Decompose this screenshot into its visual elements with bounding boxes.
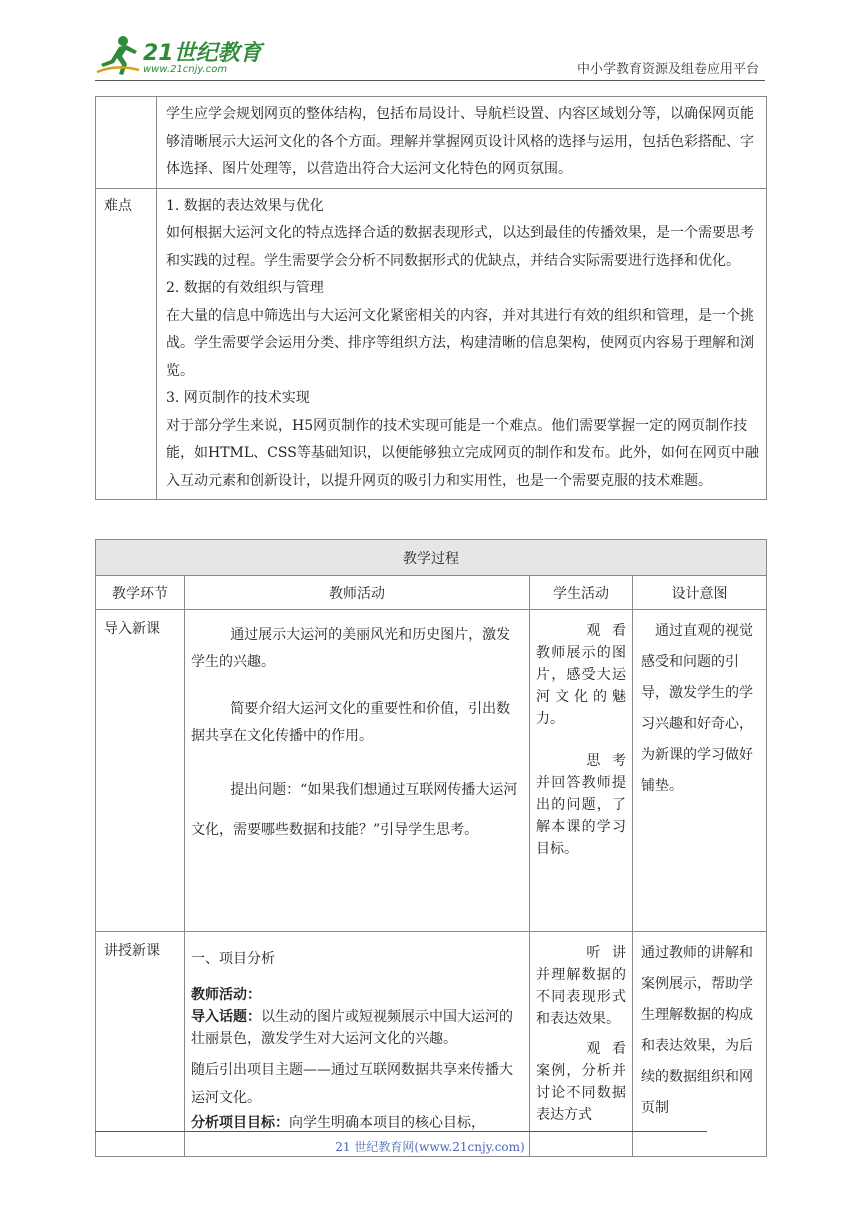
logo [95,34,265,76]
column-header: 设计意图 [633,576,767,610]
table-row [96,932,767,1157]
topic-paragraph [191,1006,521,1050]
runner-logo-icon [95,34,141,76]
logo-text: 21世纪教育 [143,41,262,66]
project-analysis-heading: 一、项目分析 [191,951,275,967]
design-intent-text: 通过直观的视觉感受和问题的引导，激发学生的学习兴趣和好奇心，为新课的学习做好铺垫。 [641,623,753,794]
student-activity-paragraph: 观看案例，分析并讨论不同数据表达方式 [536,1041,626,1123]
footer-text: 21 世纪教育网(www.21cnjy.com) [335,1140,525,1154]
teacher-activity-paragraph: 提出问题：“如果我们想通过互联网传播大运河文化，需要哪些数据和技能？”引导学生思考。 [191,782,518,838]
difficulty-item-3-text: 对于部分学生来说，H5网页制作的技术实现可能是一个难点。他们需要掌握一定的网页制作技能，如HTML、CSS等基础知识，以便能够独立完成网页的制作和发布。此外，如何在网页中融入互动元素和创新设计，以提升网页的吸引力和实用性，也是一个需要克服的技术难题。 [166,417,759,489]
topic-text: 以生动的图片或短视频展示中国大运河的壮丽景色，激发学生对大运河文化的兴趣。 [191,1009,513,1047]
table-header-row [96,576,767,610]
platform-name: 中小学教育资源及组卷应用平台 [576,62,759,77]
goal-text: 向学生明确本项目的核心目标， [289,1115,485,1131]
difficulty-item-1-title: 1. 数据的表达效果与优化 [166,197,324,214]
student-activity-cell [530,610,633,932]
teaching-process-table [95,539,767,1157]
student-activity-paragraph: 观看教师展示的图片，感受大运河文化的魅力。 [536,623,626,727]
topic-label: 导入话题： [191,1009,261,1025]
column-header: 教师活动 [185,576,530,610]
stage-label: 讲授新课 [96,932,185,1157]
goal-label: 分析项目目标： [191,1115,289,1131]
student-activity-paragraph: 思考并回答教师提出的问题，了解本课的学习目标。 [536,753,626,857]
design-style-text: 学生应学会规划网页的整体结构，包括布局设计、导航栏设置、内容区域划分等，以确保网页能够清晰展示大运河文化的各个方面。理解并掌握网页设计风格的选择与运用，包括色彩搭配、字体选择、图片处理等，以营造出符合大运河文化特色的网页氛围。 [157,97,767,189]
section-title: 教学过程 [96,540,767,576]
difficulty-content [157,188,767,500]
difficulty-label: 难点 [96,188,157,500]
teacher-activity-label: 教师活动： [191,987,261,1003]
page-header [95,30,765,80]
teacher-activity-cell [185,610,530,932]
table-row [96,540,767,576]
difficulty-item-2-title: 2. 数据的有效组织与管理 [166,280,324,296]
column-header: 教学环节 [96,576,185,610]
design-intent-cell [633,610,767,932]
header-divider [95,80,765,81]
design-intent-text: 通过教师的讲解和案例展示，帮助学生理解数据的构成和表达效果，为后续的数据组织和网页制 [641,945,753,1116]
follow-up-text: 随后引出项目主题——通过互联网数据共享来传播大运河文化。 [191,1062,513,1106]
teacher-activity-paragraph: 简要介绍大运河文化的重要性和价值，引出数据共享在文化传播中的作用。 [191,701,511,744]
student-activity-paragraph: 听讲并理解数据的不同表现形式和表达效果。 [536,945,626,1027]
difficulty-item-2-text: 在大量的信息中筛选出与大运河文化紧密相关的内容，并对其进行有效的组织和管理，是一个挑战。学生需要学会运用分类、排序等组织方法，构建清晰的信息架构，使网页内容易于理解和浏览。 [166,307,754,379]
design-intent-cell [633,932,767,1157]
table-row [96,97,767,189]
teacher-activity-paragraph: 通过展示大运河的美丽风光和历史图片，激发学生的兴趣。 [191,627,511,670]
student-activity-cell [530,932,633,1157]
footer-divider [95,1131,707,1132]
empty-label-cell [96,97,157,189]
logo-url: www.21cnjy.com [143,64,228,75]
column-header: 学生活动 [530,576,633,610]
difficulty-item-3-title: 3. 网页制作的技术实现 [166,390,310,406]
stage-label: 导入新课 [96,610,185,932]
table-row [96,188,767,500]
objectives-table [95,96,767,500]
table-row [96,610,767,932]
difficulty-item-1-text: 如何根据大运河文化的特点选择合适的数据表现形式，以达到最佳的传播效果，是一个需要思考和实践的过程。学生需要学会分析不同数据形式的优缺点，并结合实际需要进行选择和优化。 [166,225,754,269]
teacher-activity-cell [185,932,530,1157]
